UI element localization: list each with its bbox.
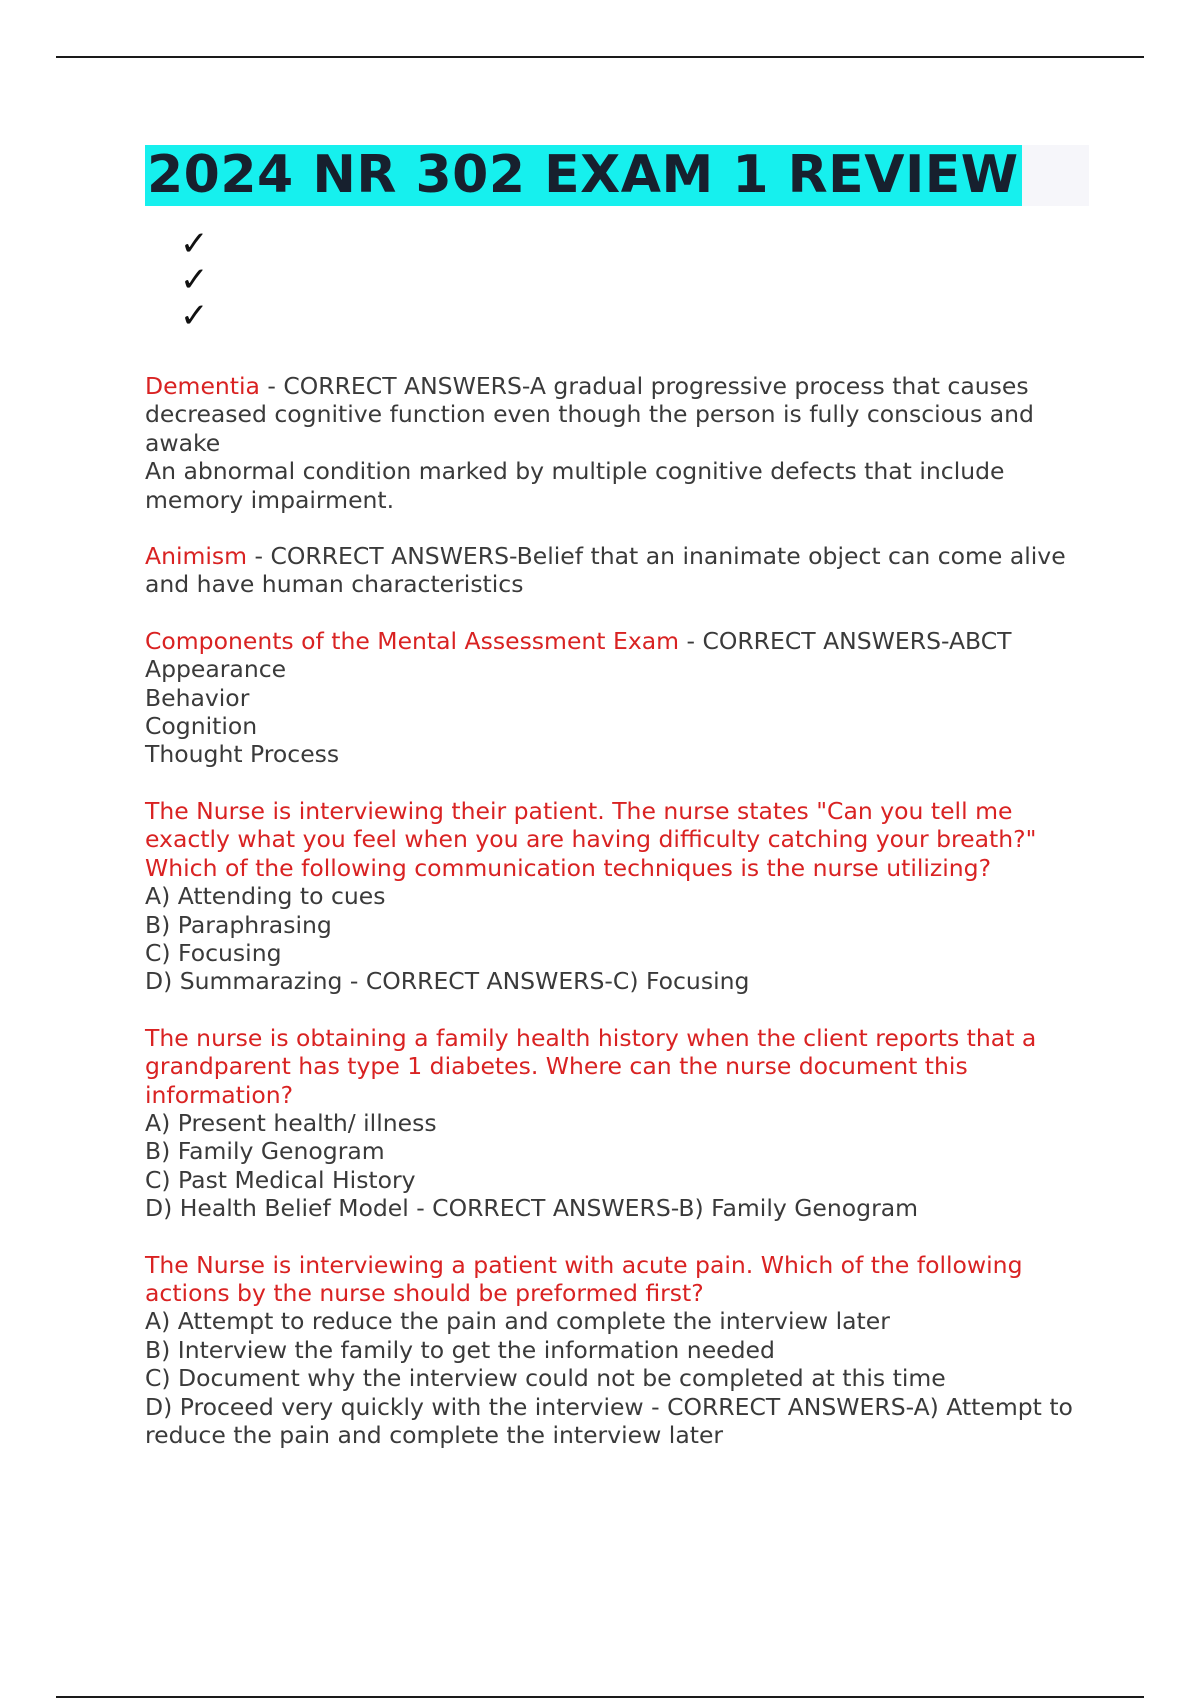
entry-question-acute-pain bbox=[145, 1251, 1085, 1450]
answer-option: A) Present health/ illness bbox=[145, 1108, 437, 1137]
entry-term: Dementia bbox=[145, 372, 260, 400]
answer-option: C) Past Medical History bbox=[145, 1165, 416, 1194]
entry-term: Animism bbox=[145, 542, 248, 571]
answer-option: D) Health Belief Model - CORRECT ANSWERS-B) Family Genogram bbox=[145, 1194, 919, 1223]
question-text: The nurse is obtaining a family health history when the client reports that a grandparent has type 1 diabetes. Where can the nurse document this information? bbox=[145, 1023, 1037, 1109]
entry-dementia bbox=[145, 372, 1085, 514]
answer-option: D) Summarazing - CORRECT ANSWERS-C) Focusing bbox=[145, 967, 750, 996]
title-banner bbox=[145, 145, 1089, 206]
bottom-rule bbox=[56, 1696, 1144, 1698]
entry-term: Components of the Mental Assessment Exam bbox=[145, 626, 680, 655]
answer-option: A) Attending to cues bbox=[145, 882, 386, 911]
entry-first-paragraph bbox=[145, 372, 1085, 457]
entry-line: Thought Process bbox=[145, 740, 340, 769]
checkmark-icon: ✓ bbox=[180, 260, 209, 300]
entry-first-paragraph bbox=[145, 542, 1085, 599]
entry-question-communication bbox=[145, 797, 1085, 996]
entry-answer: - CORRECT ANSWERS-Belief that an inanimate object can come alive and have human characteristics bbox=[145, 542, 1066, 599]
entry-first-paragraph bbox=[145, 797, 1085, 882]
entry-line: Cognition bbox=[145, 712, 258, 741]
entry-mental-assessment bbox=[145, 627, 1085, 769]
answer-option: D) Proceed very quickly with the interview - CORRECT ANSWERS-A) Attempt to reduce the pain and complete the interview later bbox=[145, 1392, 1073, 1449]
answer-option: B) Family Genogram bbox=[145, 1137, 385, 1166]
top-rule bbox=[56, 56, 1144, 58]
answer-option: B) Interview the family to get the information needed bbox=[145, 1335, 775, 1364]
question-text: The Nurse is interviewing their patient. The nurse states "Can you tell me exactly what you feel when you are having difficulty catching your breath?" Which of the following communication techniques is the nurse utilizing? bbox=[145, 796, 1037, 882]
answer-option: C) Document why the interview could not be completed at this time bbox=[145, 1364, 946, 1393]
entry-first-paragraph bbox=[145, 627, 1085, 655]
answer-option: B) Paraphrasing bbox=[145, 910, 332, 939]
entry-line: An abnormal condition marked by multiple cognitive defects that include memory impairment. bbox=[145, 457, 1005, 514]
checkmark-icon: ✓ bbox=[180, 296, 209, 336]
question-text: The Nurse is interviewing a patient with acute pain. Which of the following actions by the nurse should be preformed first? bbox=[145, 1250, 1023, 1307]
answer-option: A) Attempt to reduce the pain and complete the interview later bbox=[145, 1307, 890, 1336]
entry-first-paragraph bbox=[145, 1024, 1085, 1109]
checkmark-icon: ✓ bbox=[180, 224, 209, 264]
checkmark-list bbox=[180, 226, 209, 334]
entry-question-family-history bbox=[145, 1024, 1085, 1223]
page-title: 2024 NR 302 EXAM 1 REVIEW bbox=[145, 145, 1022, 206]
entry-line: Appearance bbox=[145, 655, 287, 684]
entry-answer: - CORRECT ANSWERS-A gradual progressive process that causes decreased cognitive function even though the person is fully conscious and awake bbox=[145, 372, 1034, 457]
review-content bbox=[145, 372, 1085, 1477]
entry-animism bbox=[145, 542, 1085, 599]
entry-line: Behavior bbox=[145, 683, 250, 712]
entry-answer: - CORRECT ANSWERS-ABCT bbox=[679, 626, 1012, 655]
entry-first-paragraph bbox=[145, 1251, 1085, 1308]
answer-option: C) Focusing bbox=[145, 938, 282, 967]
